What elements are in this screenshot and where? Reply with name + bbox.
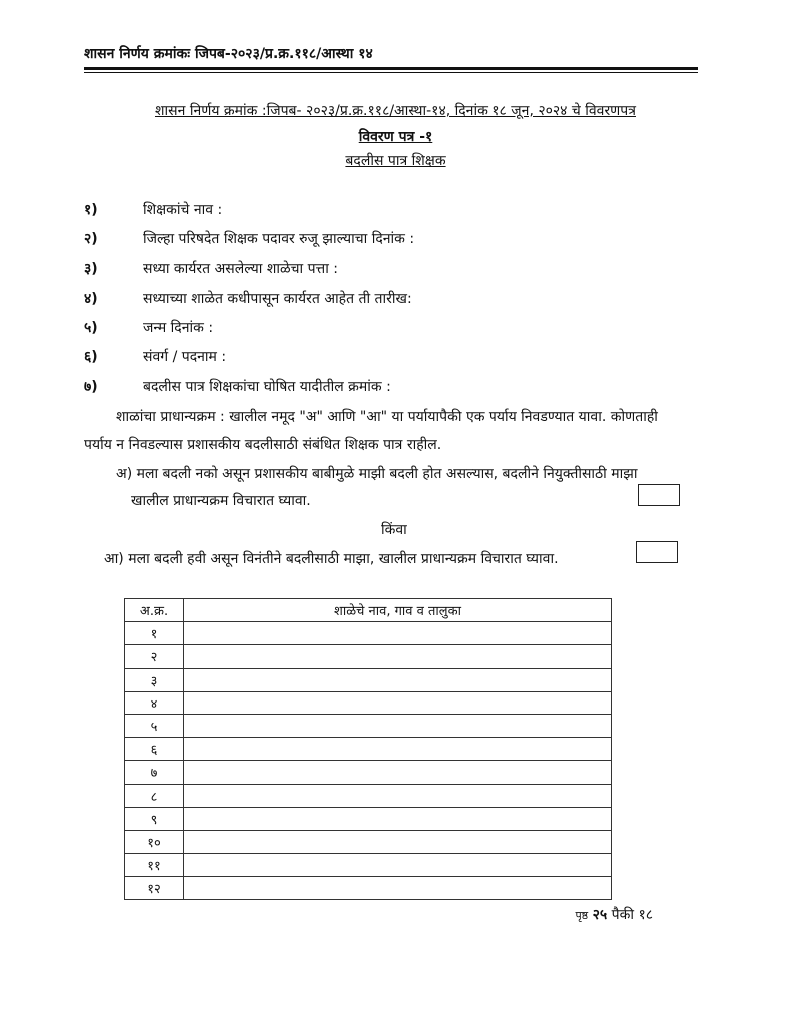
field-label: संवर्ग / पदनाम : bbox=[143, 349, 227, 365]
school-entry-cell[interactable] bbox=[184, 645, 612, 668]
option-aa-text: आ) मला बदली हवी असून विनंतीने बदलीसाठी माझा, खालील प्राधान्यक्रम विचारात घ्यावा. bbox=[104, 551, 559, 567]
field-number: ४) bbox=[84, 291, 98, 307]
table-row bbox=[125, 784, 612, 807]
school-entry-cell[interactable] bbox=[184, 668, 612, 691]
option-a-line-2: खालील प्राधान्यक्रम विचारात घ्यावा. bbox=[131, 493, 311, 509]
priority-line-2: पर्याय न निवडल्यास प्रशासकीय बदलीसाठी संबंधित शिक्षक पात्र राहील. bbox=[84, 437, 442, 453]
serial-header: अ.क्र. bbox=[125, 599, 184, 622]
preference-table bbox=[124, 598, 612, 900]
table-row bbox=[125, 877, 612, 900]
field-number: ७) bbox=[84, 379, 98, 395]
field-number: ३) bbox=[84, 261, 98, 277]
field-label: सध्याच्या शाळेत कधीपासून कार्यरत आहेत ती तारीख: bbox=[143, 291, 412, 307]
table-row bbox=[125, 691, 612, 714]
table-row bbox=[125, 668, 612, 691]
school-entry-cell[interactable] bbox=[184, 877, 612, 900]
serial-cell: ९ bbox=[125, 807, 184, 830]
school-header: शाळेचे नाव, गाव व तालुका bbox=[184, 599, 612, 622]
school-entry-cell[interactable] bbox=[184, 738, 612, 761]
main-title: शासन निर्णय क्रमांक :जिपब- २०२३/प्र.क्र.११८/आस्था-१४, दिनांक १८ जून, २०२४ चे विवरणपत्र bbox=[155, 103, 636, 119]
field-label: जिल्हा परिषदेत शिक्षक पदावर रुजू झाल्याचा दिनांक : bbox=[143, 231, 415, 247]
school-entry-cell[interactable] bbox=[184, 854, 612, 877]
page-number: २५ bbox=[592, 907, 608, 923]
school-entry-cell[interactable] bbox=[184, 784, 612, 807]
option-aa-checkbox[interactable] bbox=[636, 541, 678, 563]
table-row bbox=[125, 807, 612, 830]
of-word: पैकी bbox=[611, 907, 634, 923]
serial-cell: ७ bbox=[125, 761, 184, 784]
or-text: किंवा bbox=[381, 522, 407, 538]
serial-cell: ४ bbox=[125, 691, 184, 714]
serial-cell: १० bbox=[125, 830, 184, 853]
field-label: जन्म दिनांक : bbox=[143, 320, 214, 336]
field-number: २) bbox=[84, 231, 98, 247]
table-row bbox=[125, 830, 612, 853]
serial-cell: ११ bbox=[125, 854, 184, 877]
table-row bbox=[125, 738, 612, 761]
priority-line-1: शाळांचा प्राधान्यक्रम : खालील नमूद "अ" आणि "आ" या पर्यायापैकी एक पर्याय निवडण्यात यावा. कोणताही bbox=[116, 409, 658, 425]
page-footer bbox=[575, 905, 653, 924]
serial-cell: ६ bbox=[125, 738, 184, 761]
serial-cell: १ bbox=[125, 622, 184, 645]
field-label: शिक्षकांचे नाव : bbox=[143, 202, 223, 218]
header-rule-thick bbox=[84, 67, 698, 70]
serial-cell: ३ bbox=[125, 668, 184, 691]
table-header-row bbox=[125, 599, 612, 622]
table-row bbox=[125, 714, 612, 737]
field-label: बदलीस पात्र शिक्षकांचा घोषित यादीतील क्रमांक : bbox=[143, 379, 391, 395]
option-a-checkbox[interactable] bbox=[638, 484, 680, 506]
table-row bbox=[125, 622, 612, 645]
field-number: ६) bbox=[84, 349, 98, 365]
table-row bbox=[125, 761, 612, 784]
form-title: विवरण पत्र -१ bbox=[358, 129, 433, 145]
school-entry-cell[interactable] bbox=[184, 807, 612, 830]
school-entry-cell[interactable] bbox=[184, 622, 612, 645]
serial-cell: १२ bbox=[125, 877, 184, 900]
form-subtitle: बदलीस पात्र शिक्षक bbox=[345, 153, 446, 169]
page-word: पृष्ठ bbox=[575, 909, 589, 922]
table-row bbox=[125, 645, 612, 668]
page-total: १८ bbox=[638, 907, 653, 923]
serial-cell: २ bbox=[125, 645, 184, 668]
school-entry-cell[interactable] bbox=[184, 761, 612, 784]
school-entry-cell[interactable] bbox=[184, 714, 612, 737]
serial-cell: ८ bbox=[125, 784, 184, 807]
serial-cell: ५ bbox=[125, 714, 184, 737]
header-rule-thin bbox=[84, 72, 698, 73]
field-label: सध्या कार्यरत असलेल्या शाळेचा पत्ता : bbox=[143, 261, 338, 277]
table-row bbox=[125, 854, 612, 877]
header-reference: शासन निर्णय क्रमांकः जिपब-२०२३/प्र.क्र.११८/आस्था १४ bbox=[84, 46, 373, 62]
field-number: १) bbox=[84, 202, 98, 218]
field-number: ५) bbox=[84, 320, 98, 336]
school-entry-cell[interactable] bbox=[184, 830, 612, 853]
option-a-line-1: अ) मला बदली नको असून प्रशासकीय बाबीमुळे माझी बदली होत असल्यास, बदलीने नियुक्तीसाठी माझा bbox=[116, 466, 638, 482]
school-entry-cell[interactable] bbox=[184, 691, 612, 714]
